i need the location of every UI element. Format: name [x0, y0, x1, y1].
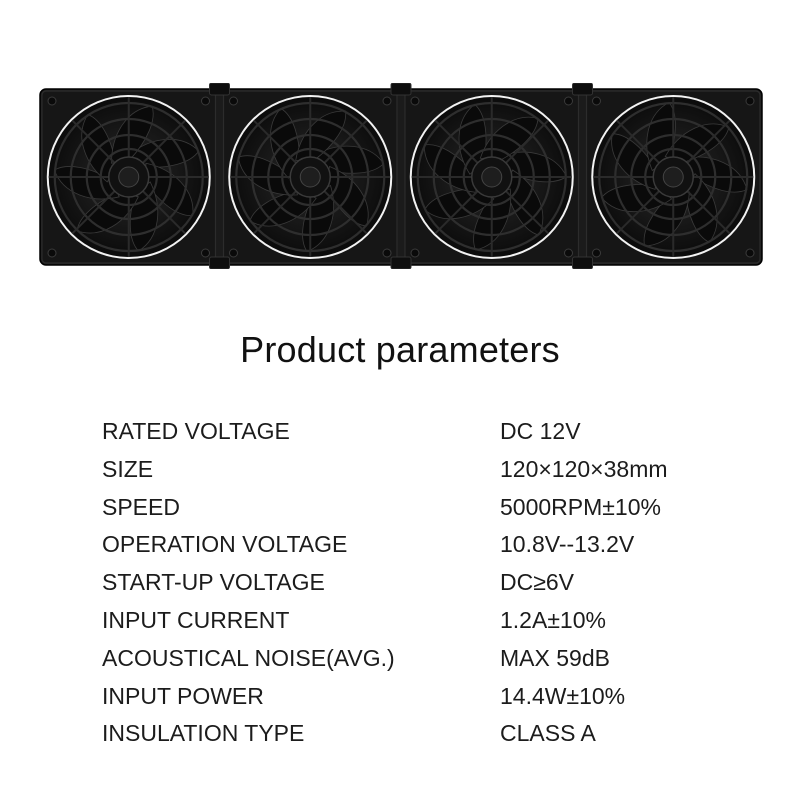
param-row	[102, 678, 742, 716]
param-value: DC 12V	[500, 418, 581, 444]
param-row	[102, 451, 742, 489]
fan-unit	[391, 83, 579, 269]
param-row	[102, 413, 742, 451]
param-label: ACOUSTICAL NOISE(AVG.)	[102, 644, 395, 671]
param-value: 5000RPM±10%	[500, 493, 661, 520]
param-label: INPUT POWER	[102, 682, 264, 709]
param-row	[102, 564, 742, 602]
param-label: RATED VOLTAGE	[102, 418, 290, 444]
param-row	[102, 602, 742, 640]
param-value: 120×120×38mm	[500, 455, 668, 482]
param-value: MAX 59dB	[500, 644, 610, 671]
param-label: SPEED	[102, 493, 180, 520]
page-title: Product parameters	[240, 329, 560, 370]
param-label: INSULATION TYPE	[102, 720, 305, 747]
param-label: INPUT CURRENT	[102, 606, 290, 633]
param-row	[102, 640, 742, 678]
param-value: CLASS A	[500, 720, 596, 747]
param-value: DC≥6V	[500, 569, 574, 596]
param-value: 14.4W±10%	[500, 682, 626, 709]
fan-array-image	[38, 83, 764, 269]
param-row	[102, 715, 742, 753]
param-row	[102, 526, 742, 564]
parameter-table	[102, 413, 742, 753]
param-value: 1.2A±10%	[500, 606, 606, 633]
param-label: OPERATION VOLTAGE	[102, 531, 348, 558]
param-value: 10.8V--13.2V	[500, 531, 635, 558]
param-row	[102, 489, 742, 527]
fan-unit	[210, 83, 398, 269]
fan-unit	[573, 83, 761, 269]
param-label: SIZE	[102, 455, 154, 482]
fan-unit	[42, 91, 216, 263]
param-label: START-UP VOLTAGE	[102, 569, 325, 596]
